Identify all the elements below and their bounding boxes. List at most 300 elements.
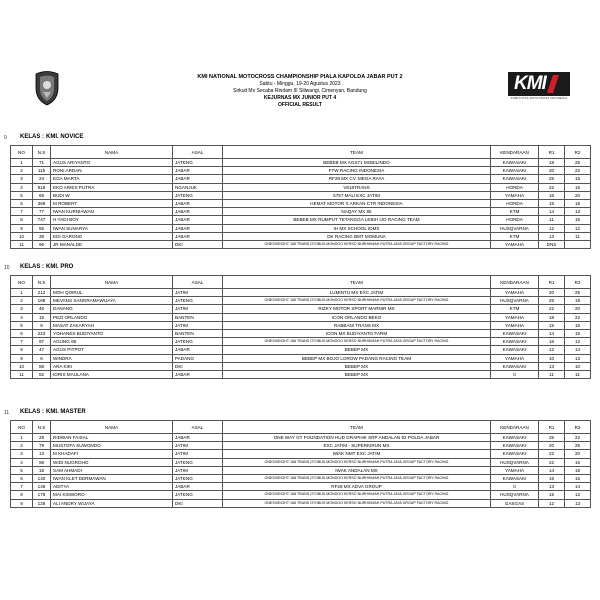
table-cell: BEBEB MX AGS71 MOBILINDO [223,159,491,167]
table-row [11,240,591,248]
table-cell: AGUS ARIYANTO [51,159,173,167]
table-cell: 16 [539,474,565,482]
table-cell: KAWASAKI [491,159,539,167]
table-cell: 4 [11,183,33,191]
table-cell: ONESIXEIGHT 168 TRANS OTOBUS MONGGO KERSO NURHIKMAH PUTRA JAYA GROUP FACTORY RACING [223,499,491,507]
table-cell: 16 [539,338,565,346]
table-cell: YAMAHA [491,313,539,321]
table-cell: 10 [11,362,33,370]
column-header: NAMA [51,276,173,289]
table-cell: DANANG [51,305,173,313]
table-cell: JABAR [173,434,223,442]
table-cell: HONDA [491,216,539,224]
table-cell: MAI KISWORO [51,491,173,499]
table-cell: YAMAHA [491,191,539,199]
table-cell: 18 [539,313,565,321]
table-cell: MUSTOFA SUWONDO [51,442,173,450]
table-row [11,199,591,207]
column-header: NAMA [51,421,173,434]
table-cell: 25 [539,297,565,305]
table-cell: 28 [33,434,51,442]
table-row [11,313,591,321]
table-cell: BEBEP MX BOJO LOROW PADANG RACING TEAM [223,354,491,362]
table-cell: 11 [539,216,565,224]
table-cell: HUSQVARNA [491,491,539,499]
table-cell: 16 [565,321,591,329]
table-cell: HUSQVARNA [491,297,539,305]
table-cell: 5 [11,321,33,329]
table-cell: DKI [173,499,223,507]
class-name: KMI. NOVICE [46,134,84,140]
column-header: ASAL [173,146,223,159]
table-cell: WIDI NUGROHO [51,458,173,466]
table-cell: JATIM [173,289,223,297]
event-venue: Sirkuit Mx Secaba Rindam III Siliwangi, Cimenyan, Bandung [233,88,367,94]
class-name: KMI. MASTER [46,409,86,415]
table-cell: 1 [11,434,33,442]
column-header: TEAM [223,276,491,289]
table-cell: KAWASAKI [491,474,539,482]
table-row [11,305,591,313]
table-cell: KAWASAKI [491,329,539,337]
table-row [11,450,591,458]
table-row [11,297,591,305]
table-cell: JABAR [173,199,223,207]
table-cell: MEVANS SANGRAMAWIJAYA [51,297,173,305]
table-cell: 25 [565,289,591,297]
table-cell: KAWASAKI [491,167,539,175]
table-cell: 22 [539,305,565,313]
kmi-logo-text: KMI [514,73,546,94]
table-cell: 3 [11,305,33,313]
table-cell: RABBANI TRANS MX [223,321,491,329]
table-cell: ONESIXEIGHT 168 TRANS OTOBUS MONGGO KERSO NURHIKMAH PUTRA JAYA GROUP FACTORY RACING [223,297,491,305]
table-row [11,362,591,370]
table-cell: DKI [173,240,223,248]
table-cell: 212 [33,289,51,297]
table-cell: IWAK ANDALAN MX [223,466,491,474]
table-cell: 128 [33,499,51,507]
table-cell: KAWASAKI [491,434,539,442]
table-cell: 0 [491,483,539,491]
title-block [150,74,450,109]
column-header: KENDARAAN [491,276,539,289]
table-cell: JABAR [173,175,223,183]
table-cell: 11 [565,232,591,240]
table-cell: 22 [539,458,565,466]
table-cell: DK RACING BMT MOMUNA [223,232,491,240]
column-header: NO [11,276,33,289]
table-cell: JATENG [173,191,223,199]
table-row [11,483,591,491]
table-cell: KTM [491,208,539,216]
table-cell: ONESIXEIGHT 168 TRANS OTOBUS MONGGO KERSO NURHIKMAH PUTRA JAYA GROUP FACTORY RACING [223,474,491,482]
table-cell: ONESIXEIGHT 168 TRANS OTOBUS MONGGO KERSO NURHIKMAH PUTRA JAYA GROUP FACTORY RACING [223,338,491,346]
kmi-logo-subtitle: KOMUNITAS MOTOCROSS INDONESIA [510,97,568,100]
table-cell: EGA MARTA [51,175,173,183]
table-cell: BEBEB MX RUMPUT TETANGGA LEBIH IJO RACING TEAM [223,216,491,224]
table-cell: 20 [565,305,591,313]
table-row [11,442,591,450]
table-cell: EKO ARIES PUTRA [51,183,173,191]
class-name: KMI. PRO [46,264,74,270]
table-cell: WINDRA [51,354,173,362]
table-cell: RF28 MX CV. MEGA RAYA [223,175,491,183]
table-cell: ONESIXEIGHT 168 TRANS OTOBUS MONGGO KERSO NURHIKMAH PUTRA JAYA GROUP FACTORY RACING [223,491,491,499]
table-cell: RIZKY MOTOR SPORT MARNIR MX [223,305,491,313]
table-cell: YAMAHA [491,466,539,474]
table-row [11,338,591,346]
kmi-logo [508,72,570,104]
table-cell: 16 [565,458,591,466]
table-row [11,370,591,378]
table-cell: 15 [565,474,591,482]
table-cell: 12 [539,224,565,232]
event-date: Sabtu - Minggu, 19-20 Agustus 2023 [259,81,341,87]
table-cell: JABAR [173,216,223,224]
table-cell: M KHADAFI [51,450,173,458]
table-cell: 8 [33,321,51,329]
table-cell: 18 [565,297,591,305]
event-name: KEJURNAS MX JUNIOR PUT 4 [263,95,337,101]
table-cell [565,240,591,248]
table-cell: MASAT ZAKARYAH [51,321,173,329]
table-cell: 5 [11,466,33,474]
table-cell: JATIM [173,442,223,450]
table-cell: 25 [565,159,591,167]
table-cell: KAWASAKI [491,442,539,450]
table-cell: 20 [565,450,591,458]
table-cell: 15 [565,216,591,224]
table-cell: 20 [539,289,565,297]
table-cell: 15 [33,313,51,321]
table-cell: 9 [11,354,33,362]
table-cell: V818TRANS [223,183,491,191]
table-cell: 96 [33,240,51,248]
table-cell: 7 [11,338,33,346]
table-cell: M ROBERT [51,199,173,207]
table-cell: JATIM [173,321,223,329]
table-cell: FTW RACING INDONESIA [223,167,491,175]
table-row [11,208,591,216]
table-cell: 1 [11,159,33,167]
class-label: KELAS : [20,264,44,270]
table-cell: 20 [539,167,565,175]
table-cell: 22 [539,450,565,458]
table-cell: 8 [11,491,33,499]
table-row [11,183,591,191]
table-cell: 5757 MAU EXC JATIM [223,191,491,199]
table-cell: 13 [565,499,591,507]
table-cell: HUSQVARNA [491,224,539,232]
table-cell: 25 [565,442,591,450]
table-cell: RF28 MX ADVA GROUP [223,483,491,491]
table-cell: 97 [33,338,51,346]
table-cell: 18 [539,159,565,167]
table-cell: 12 [565,491,591,499]
table-cell: 22 [565,313,591,321]
table-cell: 10 [565,362,591,370]
table-cell: 79 [33,442,51,450]
table-cell: 223 [33,329,51,337]
table-cell: JATENG [173,458,223,466]
table-cell: 8 [11,216,33,224]
table-cell: 178 [33,491,51,499]
class-index: 10 [4,265,10,271]
table-cell: NAQAY MX 85 [223,208,491,216]
table-cell: 14 [539,466,565,474]
table-cell: JABAR [173,346,223,354]
table-cell: HEMAT MOTOR X ARKAN CTR INDONESIA [223,199,491,207]
table-cell: 13 [539,232,565,240]
table-cell: HUSQVARNA [491,458,539,466]
column-header: ASAL [173,421,223,434]
table-header [11,146,591,159]
table-cell: JATENG [173,474,223,482]
table-cell: IH MX SCHOOL IDMX [223,224,491,232]
class-index: 11 [4,410,10,416]
table-cell: 5 [11,191,33,199]
table-cell: 4 [11,313,33,321]
table-cell: KAWASAKI [491,175,539,183]
column-header: ASAL [173,276,223,289]
table-header [11,421,591,434]
table-cell: 15 [565,329,591,337]
column-header: KENDARAAN [491,146,539,159]
results-table [10,420,591,508]
table-cell: JATENG [173,491,223,499]
table-cell: 8 [11,346,33,354]
table-cell: 11 [11,240,33,248]
column-header: R1 [539,276,565,289]
column-header: NO [11,421,33,434]
results-table [10,145,591,249]
document-header [0,68,600,128]
table-cell: RONI ARDAN [51,167,173,175]
table-row [11,167,591,175]
table-cell: KAWASAKI [491,346,539,354]
table-cell: 11 [565,370,591,378]
column-header: R1 [539,146,565,159]
table-cell: 71 [33,159,51,167]
table-cell: 77 [33,208,51,216]
result-label: OFFICIAL RESULT [278,102,322,108]
table-cell: 747 [33,216,51,224]
table-cell: 10 [11,232,33,240]
table-row [11,474,591,482]
table-cell: NGANJUK [173,183,223,191]
table-cell: 1 [11,289,33,297]
table-cell: 18 [565,199,591,207]
table-cell: BANTEN [173,313,223,321]
table-cell: 22 [565,167,591,175]
table-cell: JABAR [173,208,223,216]
table-cell: 2 [11,442,33,450]
table-cell: IWAK NMT EXC JATIM [223,450,491,458]
class-heading [4,262,590,272]
table-row [11,191,591,199]
police-emblem-icon [32,70,62,106]
table-row [11,499,591,507]
column-header: N.S [33,276,51,289]
table-cell: ADITYA [51,483,173,491]
table-cell: 16 [539,191,565,199]
table-row [11,434,591,442]
table-cell: 15 [565,175,591,183]
class-section [4,407,590,508]
table-cell: 13 [33,450,51,458]
logo-stripe-icon [547,75,559,93]
table-cell: JATENG [173,297,223,305]
table-cell: 7 [11,208,33,216]
table-cell: BEBEP MX [223,370,491,378]
table-cell: JABAR [173,167,223,175]
table-cell: 13 [565,354,591,362]
table-cell: AGUS PITPOT [51,346,173,354]
table-cell: KTM [491,232,539,240]
column-header: R2 [565,276,591,289]
table-cell: 11 [539,370,565,378]
table-cell: JATIM [173,305,223,313]
table-cell: 15 [539,199,565,207]
table-cell: ICON MX BUDIYANTO FARM [223,329,491,337]
table-cell: HONDA [491,183,539,191]
table-row [11,354,591,362]
table-cell: 11 [11,370,33,378]
table-cell: 14 [565,483,591,491]
class-heading [4,132,590,142]
table-cell: ARA KIKI [51,362,173,370]
table-cell: MOH QOIRUL [51,289,173,297]
table-cell: 7 [11,483,33,491]
table-cell: RIDWAN FAISAL [51,434,173,442]
table-row [11,346,591,354]
table-cell: ICON ORLANDO BEKO [223,313,491,321]
table-row [11,321,591,329]
column-header: TEAM [223,146,491,159]
table-cell: 140 [33,474,51,482]
table-cell: BANTEN [173,329,223,337]
table-cell: ONE WAY GT FOUNDATION HUD GRAPHIK SRP ANDALAN 92 POLDA JABAR [223,434,491,442]
table-cell: DNS [539,240,565,248]
table-cell: AGUNG 85 [51,338,173,346]
table-cell: 38 [33,232,51,240]
table-cell: DKI [173,362,223,370]
table-cell: 3 [11,450,33,458]
table-cell: 0 [491,370,539,378]
table-cell: 2 [11,297,33,305]
table-cell: JABAR [173,483,223,491]
table-cell: 18 [33,466,51,474]
table-row [11,175,591,183]
table-cell: KAWASAKI [491,450,539,458]
table-cell: 24 [33,175,51,183]
table-cell: YOHANES BUDIYANTO [51,329,173,337]
table-cell: 25 [539,175,565,183]
table-cell: KAWASAKI [491,338,539,346]
table-cell: 15 [539,321,565,329]
table-cell: ONESIXEIGHT 168 TRANS OTOBUS MONGGO KERSO NURHIKMAH PUTRA JAYA GROUP FACTORY RACING [223,240,491,248]
table-cell: 20 [565,191,591,199]
table-cell: 16 [565,183,591,191]
table-cell: JATIM [173,450,223,458]
table-cell: 88 [33,362,51,370]
table-cell: JABAR [173,224,223,232]
table-cell: 14 [539,208,565,216]
table-cell: YAMAHA [491,354,539,362]
table-cell: 115 [33,167,51,175]
table-cell: 13 [565,208,591,216]
table-cell: 14 [539,329,565,337]
table-cell: H YADI BOY [51,216,173,224]
table-cell: JATIM [173,466,223,474]
table-row [11,458,591,466]
table-cell: 6 [11,329,33,337]
table-cell: LUMINTU MX EXC JATIM [223,289,491,297]
table-cell: EDI GARONG [51,232,173,240]
class-section [4,132,590,249]
table-cell: JABAR [173,370,223,378]
column-header: N.S [33,421,51,434]
table-cell: 9 [11,499,33,507]
table-cell: 4 [11,458,33,466]
table-cell: IWAN KLET DERMAWAN [51,474,173,482]
table-row [11,216,591,224]
table-cell: 22 [539,183,565,191]
table-cell: 14 [565,346,591,354]
class-section [4,262,590,379]
table-cell: YAMAHA [491,321,539,329]
table-cell: 25 [539,434,565,442]
results-table [10,275,591,379]
table-cell: 2 [11,167,33,175]
table-cell: KTM [491,305,539,313]
table-cell: 18 [565,466,591,474]
table-cell: HONDA [491,199,539,207]
table-cell: PADANG [173,354,223,362]
table-cell: BEBEP MX [223,346,491,354]
table-cell: 46 [33,305,51,313]
table-cell: EXC JATIM - SUPERKIRUN MX [223,442,491,450]
table-cell: 3 [11,175,33,183]
table-cell: 20 [539,442,565,450]
table-cell: JATENG [173,159,223,167]
column-header: R1 [539,421,565,434]
table-cell: YAMAHA [491,289,539,297]
table-cell: 55 [33,224,51,232]
table-cell: ALI ANDRY WIJAYA [51,499,173,507]
table-cell: GASGAS [491,499,539,507]
table-row [11,232,591,240]
column-header: R2 [565,421,591,434]
event-title: KMI NATIONAL MOTOCROSS CHAMPIONSHIP PIALA KAPOLDA JABAR PUT 2 [197,74,403,80]
table-row [11,466,591,474]
table-cell: SAM AHMADI [51,466,173,474]
table-cell: 69 [33,191,51,199]
table-cell: 6 [33,354,51,362]
table-cell: ONESIXEIGHT 168 TRANS OTOBUS MONGGO KERSO NURHIKMAH PUTRA JAYA GROUP FACTORY RACING [223,458,491,466]
table-cell: 369 [33,199,51,207]
class-index: 9 [4,135,7,141]
table-row [11,329,591,337]
table-cell: BUDI W [51,191,173,199]
column-header: KENDARAAN [491,421,539,434]
table-row [11,491,591,499]
column-header: TEAM [223,421,491,434]
column-header: N.S [33,146,51,159]
table-cell: IWAN KURNIAWAN [51,208,173,216]
table-cell: 98 [33,458,51,466]
